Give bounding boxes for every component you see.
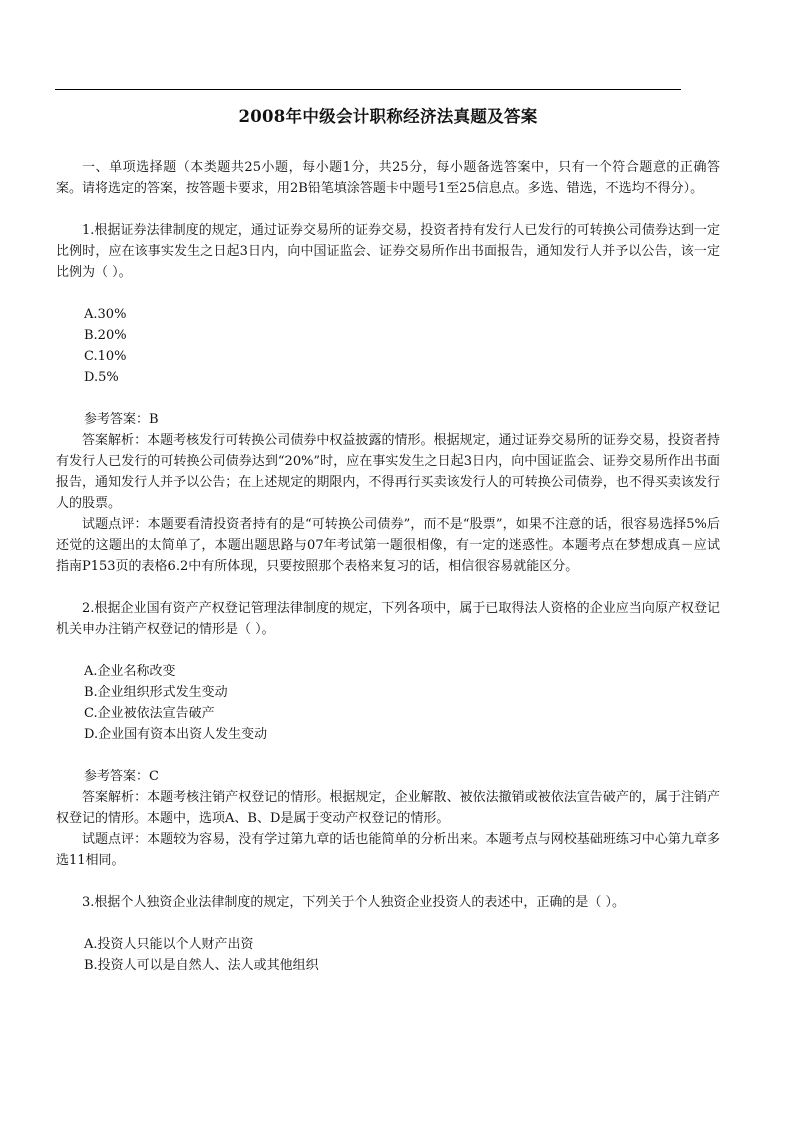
question-3 [56, 892, 720, 976]
option-b: B.投资人可以是自然人、法人或其他组织 [84, 958, 319, 973]
option-d: D.企业国有资本出资人发生变动 [84, 727, 268, 742]
option-a: A.投资人只能以个人财产出资 [84, 937, 254, 952]
reference-answer: 参考答案：B [84, 412, 159, 427]
option-c: C.10% [84, 349, 127, 364]
question-comment: 试题点评：本题较为容易，没有学过第九章的话也能简单的分析出来。本题考点与网校基础班练习中心第九章多选11相同。 [56, 832, 720, 868]
question-stem: 3.根据个人独资企业法律制度的规定，下列关于个人独资企业投资人的表述中，正确的是（ ）。 [82, 895, 626, 910]
option-a: A.企业名称改变 [84, 664, 176, 679]
question-stem: 1.根据证券法律制度的规定，通过证券交易所的证券交易，投资者持有发行人已发行的可转换公司债券达到一定比例时，应在该事实发生之日起3日内，向中国证监会、证券交易所作出书面报告，通知发行人并予以公告，该一定比例为（ ）。 [56, 223, 720, 280]
question-stem: 2.根据企业国有资产产权登记管理法律制度的规定，下列各项中，属于已取得法人资格的企业应当向原产权登记机关申办注销产权登记的情形是（ ）。 [56, 601, 720, 637]
option-b: B.20% [84, 328, 127, 343]
option-c: C.企业被依法宣告破产 [84, 706, 215, 721]
question-comment: 试题点评：本题要看清投资者持有的是“可转换公司债券”，而不是“股票”，如果不注意的话，很容易选择5%后还觉的这题出的太简单了，本题出题思路与07年考试第一题很相像，有一定的迷惑性。本题考点在梦想成真－应试指南P153页的表格6.2中有所体现，只要按照那个表格来复习的话，相信很容易就能区分。 [56, 517, 720, 574]
option-a: A.30% [84, 307, 127, 322]
answer-analysis: 答案解析：本题考核注销产权登记的情形。根据规定，企业解散、被依法撤销或被依法宣告破产的，属于注销产权登记的情形。本题中，选项A、B、D是属于变动产权登记的情形。 [56, 790, 720, 826]
question-2 [56, 598, 720, 871]
option-b: B.企业组织形式发生变动 [84, 685, 228, 700]
header-rule [55, 89, 681, 90]
question-1 [56, 220, 720, 577]
document-title: 2008年中级会计职称经济法真题及答案 [238, 107, 538, 126]
reference-answer: 参考答案：C [84, 769, 159, 784]
option-d: D.5% [84, 370, 119, 385]
document-page [56, 106, 720, 976]
section-intro: 一、单项选择题（本类题共25小题，每小题1分，共25分，每小题备选答案中，只有一个符合题意的正确答案。请将选定的答案，按答题卡要求，用2B铅笔填涂答题卡中题号1至25信息点。多选、错选，不选均不得分）。 [56, 160, 720, 196]
answer-analysis: 答案解析：本题考核发行可转换公司债券中权益披露的情形。根据规定，通过证券交易所的证券交易，投资者持有发行人已发行的可转换公司债券达到“20%”时，应在事实发生之日起3日内，向中国证监会、证券交易所作出书面报告，通知发行人并予以公告；在上述规定的期限内，不得再行买卖该发行人的可转换公司债券，也不得买卖该发行人的股票。 [56, 433, 720, 511]
